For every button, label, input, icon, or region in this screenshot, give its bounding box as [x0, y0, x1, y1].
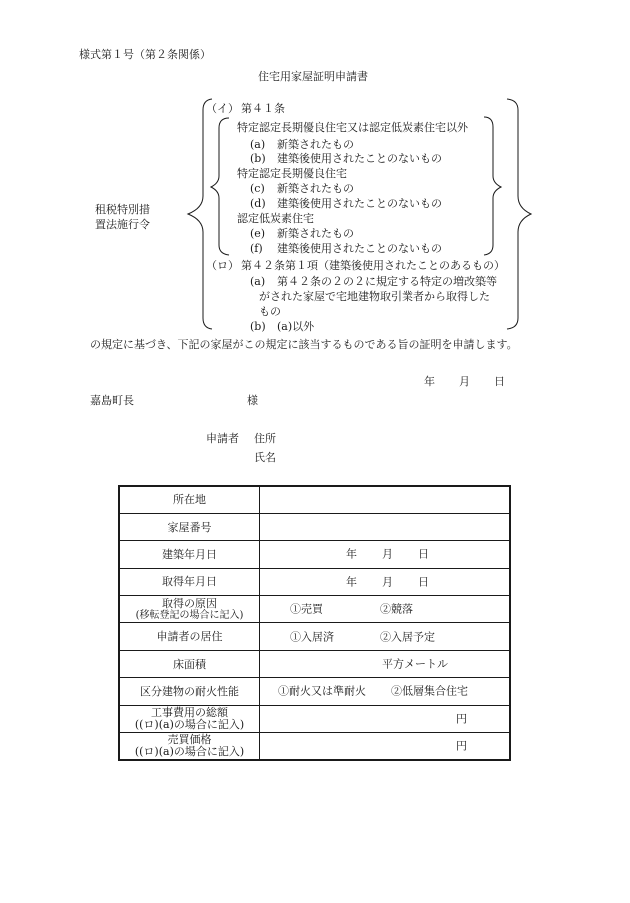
- applicant-label: 申請者: [206, 432, 239, 445]
- sale-price-label-line1: 売買価格: [167, 732, 212, 746]
- option-a-text: 新築されたもの: [277, 138, 354, 151]
- option-ro-a-line1: 第４２条の２の２に規定する特定の増改築等: [277, 275, 497, 288]
- table-row: [119, 623, 510, 650]
- option-e-text: 新築されたもの: [277, 227, 354, 240]
- built-date-label: 建築年月日: [119, 541, 260, 568]
- table-row: [119, 678, 510, 705]
- acquired-date-day: 日: [418, 575, 429, 589]
- fire-resistance-label: 区分建物の耐火性能: [119, 678, 260, 705]
- date-month: 月: [459, 375, 470, 388]
- statement: の規定に基づき、下記の家屋がこの規定に該当するものである旨の証明を申請します。: [90, 338, 518, 351]
- cause-option-auction[interactable]: ②競落: [380, 602, 413, 616]
- residence-label: 申請者の居住: [119, 623, 260, 650]
- acquired-date-month: 月: [382, 575, 393, 589]
- applicant-name-label: 氏名: [254, 451, 276, 464]
- law-name-line2: 置法施行令: [95, 218, 150, 231]
- table-row: [119, 705, 510, 732]
- residence-option-moved-in[interactable]: ①入居済: [290, 630, 334, 644]
- residence-field: [260, 623, 511, 650]
- article-ro-title: 第４２条第１項（建築後使用されたことのあるもの）: [241, 259, 505, 272]
- cause-label-line1: 取得の原因: [162, 596, 217, 610]
- acquired-date-field[interactable]: [260, 568, 511, 595]
- floor-area-label: 床面積: [119, 650, 260, 677]
- construction-cost-field[interactable]: [260, 705, 511, 732]
- date-year: 年: [424, 375, 435, 388]
- date-day: 日: [494, 375, 505, 388]
- group2-title: 特定認定長期優良住宅: [237, 167, 347, 180]
- sale-price-label-line2: ((ロ)(a)の場合に記入): [134, 744, 245, 758]
- law-name-line1: 租税特別措: [95, 203, 150, 216]
- inner-right-curly-brace: [484, 117, 501, 255]
- built-date-year: 年: [346, 547, 357, 561]
- fire-option-fireproof[interactable]: ①耐火又は準耐火: [278, 684, 366, 698]
- built-date-day: 日: [418, 547, 429, 561]
- option-d-text: 建築後使用されたことのないもの: [277, 197, 442, 210]
- table-row: [119, 513, 510, 540]
- location-label: 所在地: [119, 486, 260, 513]
- floor-area-unit: 平方メートル: [382, 657, 448, 671]
- construction-cost-unit: 円: [456, 712, 467, 726]
- construction-cost-label: [119, 705, 260, 732]
- group3-title: 認定低炭素住宅: [237, 212, 314, 225]
- option-ro-a-marker: (a): [250, 275, 266, 288]
- fire-option-low-rise[interactable]: ②低層集合住宅: [391, 684, 468, 698]
- option-f-marker: (f): [250, 242, 263, 255]
- table-row: [119, 733, 510, 760]
- cause-label-line2: (移転登記の場合に記入): [135, 609, 244, 621]
- cause-option-sale[interactable]: ①売買: [290, 602, 323, 616]
- article-i-marker: （イ）: [206, 102, 239, 115]
- option-c-marker: (c): [250, 182, 265, 195]
- form-number: 様式第１号（第２条関係）: [79, 48, 211, 61]
- sale-price-field[interactable]: [260, 733, 511, 760]
- acquired-date-year: 年: [346, 575, 357, 589]
- residence-option-planned[interactable]: ②入居予定: [380, 630, 435, 644]
- option-f-text: 建築後使用されたことのないもの: [277, 242, 442, 255]
- acquired-date-label: 取得年月日: [119, 568, 260, 595]
- location-field[interactable]: [260, 486, 511, 513]
- inner-left-curly-brace: [211, 118, 229, 255]
- right-curly-brace: [507, 99, 531, 329]
- fire-resistance-field: [260, 678, 511, 705]
- table-row: [119, 541, 510, 568]
- option-ro-a-line3: もの: [259, 305, 281, 318]
- article-i-title: 第４１条: [241, 102, 285, 115]
- page-title: 住宅用家屋証明申請書: [258, 70, 368, 83]
- cause-label: [119, 596, 260, 623]
- floor-area-field[interactable]: [260, 650, 511, 677]
- sale-price-label: [119, 733, 260, 760]
- option-ro-a-line2: がされた家屋で宅地建物取引業者から取得した: [259, 290, 490, 303]
- option-c-text: 新築されたもの: [277, 182, 354, 195]
- table-row: [119, 568, 510, 595]
- house-number-field[interactable]: [260, 513, 511, 540]
- addressee-name: 嘉島町長: [90, 394, 134, 407]
- house-number-label: 家屋番号: [119, 513, 260, 540]
- sale-price-unit: 円: [456, 739, 467, 753]
- table-row: [119, 650, 510, 677]
- option-ro-b-text: (a)以外: [277, 320, 315, 333]
- addressee-honorific: 様: [247, 394, 258, 407]
- applicant-address-label: 住所: [254, 432, 276, 445]
- option-e-marker: (e): [250, 227, 266, 240]
- table-row: [119, 486, 510, 513]
- construction-cost-label-line1: 工事費用の総額: [151, 705, 228, 719]
- left-curly-brace: [188, 99, 212, 329]
- cause-field: [260, 596, 511, 623]
- group1-title: 特定認定長期優良住宅又は認定低炭素住宅以外: [237, 121, 468, 134]
- option-ro-b-marker: (b): [250, 320, 266, 333]
- option-b-text: 建築後使用されたことのないもの: [277, 152, 442, 165]
- built-date-month: 月: [382, 547, 393, 561]
- article-ro-marker: （ロ）: [206, 259, 239, 272]
- option-b-marker: (b): [250, 152, 266, 165]
- construction-cost-label-line2: ((ロ)(a)の場合に記入): [134, 717, 245, 731]
- table-row: [119, 596, 510, 623]
- house-details-table: [118, 485, 511, 761]
- built-date-field[interactable]: [260, 541, 511, 568]
- option-a-marker: (a): [250, 138, 266, 151]
- option-d-marker: (d): [250, 197, 266, 210]
